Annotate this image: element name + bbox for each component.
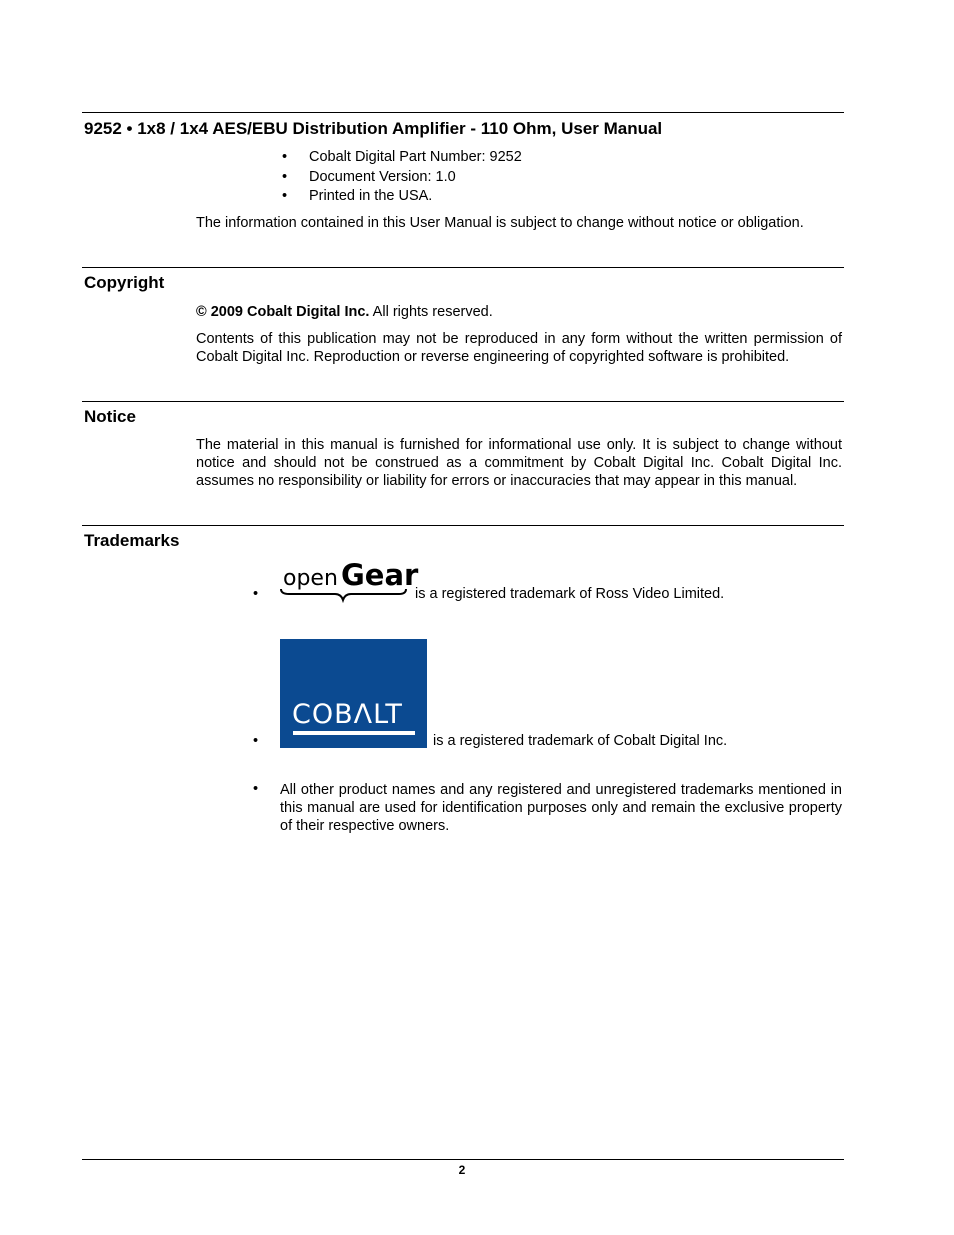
copyright-rights: All rights reserved. (369, 304, 493, 320)
header-rule (82, 112, 844, 113)
page-number: 2 (458, 1163, 466, 1177)
printed-location: Printed in the USA. (309, 188, 433, 204)
list-item (282, 168, 522, 188)
trademarks-heading: Trademarks (84, 531, 180, 550)
section-rule (82, 525, 844, 526)
bullet-icon: • (282, 188, 288, 204)
copyright-notice (196, 303, 842, 321)
copyright-holder: © 2009 Cobalt Digital Inc. (196, 304, 370, 320)
bullet-icon: • (282, 149, 288, 165)
other-trademarks-text: All other product names and any registered and unregistered trademarks mentioned in this manual are used for identification purposes only and remain the exclusive property of their respective owners. (280, 782, 842, 834)
section-rule (82, 267, 844, 268)
section-rule (82, 401, 844, 402)
bullet-icon: • (282, 168, 288, 185)
cobalt-logo (280, 639, 427, 748)
opengear-trademark-text: is a registered trademark of Ross Video Limited. (415, 586, 725, 602)
cobalt-trademark-text: is a registered trademark of Cobalt Digital Inc. (433, 733, 728, 749)
manual-title: 9252 • 1x8 / 1x4 AES/EBU Distribution Amplifier - 110 Ohm, User Manual (84, 119, 663, 138)
notice-heading: Notice (84, 407, 136, 426)
doc-info-list (282, 148, 522, 207)
notice-body: The material in this manual is furnished for informational use only. It is subject to change without notice and should not be construed as a commitment by Cobalt Digital Inc. Cobalt Digital Inc. assumes no responsibility or liability for errors or inaccuracies that may appear in this manual. (196, 437, 842, 489)
opengear-logo-open: open (283, 566, 338, 591)
cobalt-logo-text: COBΛLT (292, 699, 403, 730)
opengear-logo (279, 556, 419, 604)
copyright-body: Contents of this publication may not be reproduced in any form without the written permission of Cobalt Digital Inc. Reproduction or reverse engineering of copyrighted software is prohibited. (196, 331, 842, 365)
footer-rule (82, 1159, 844, 1160)
bullet-icon: • (253, 586, 259, 602)
opengear-logo-gear: Gear (341, 558, 419, 592)
document-version: Document Version: 1.0 (309, 168, 456, 185)
bullet-icon: • (253, 733, 259, 749)
change-notice-text: The information contained in this User Manual is subject to change without notice or obligation. (196, 215, 804, 231)
cobalt-logo-bar (293, 731, 415, 735)
list-item (282, 187, 522, 207)
list-item (282, 148, 522, 168)
bullet-icon: • (253, 781, 259, 797)
part-number: Cobalt Digital Part Number: 9252 (309, 149, 522, 165)
copyright-heading: Copyright (84, 273, 165, 292)
